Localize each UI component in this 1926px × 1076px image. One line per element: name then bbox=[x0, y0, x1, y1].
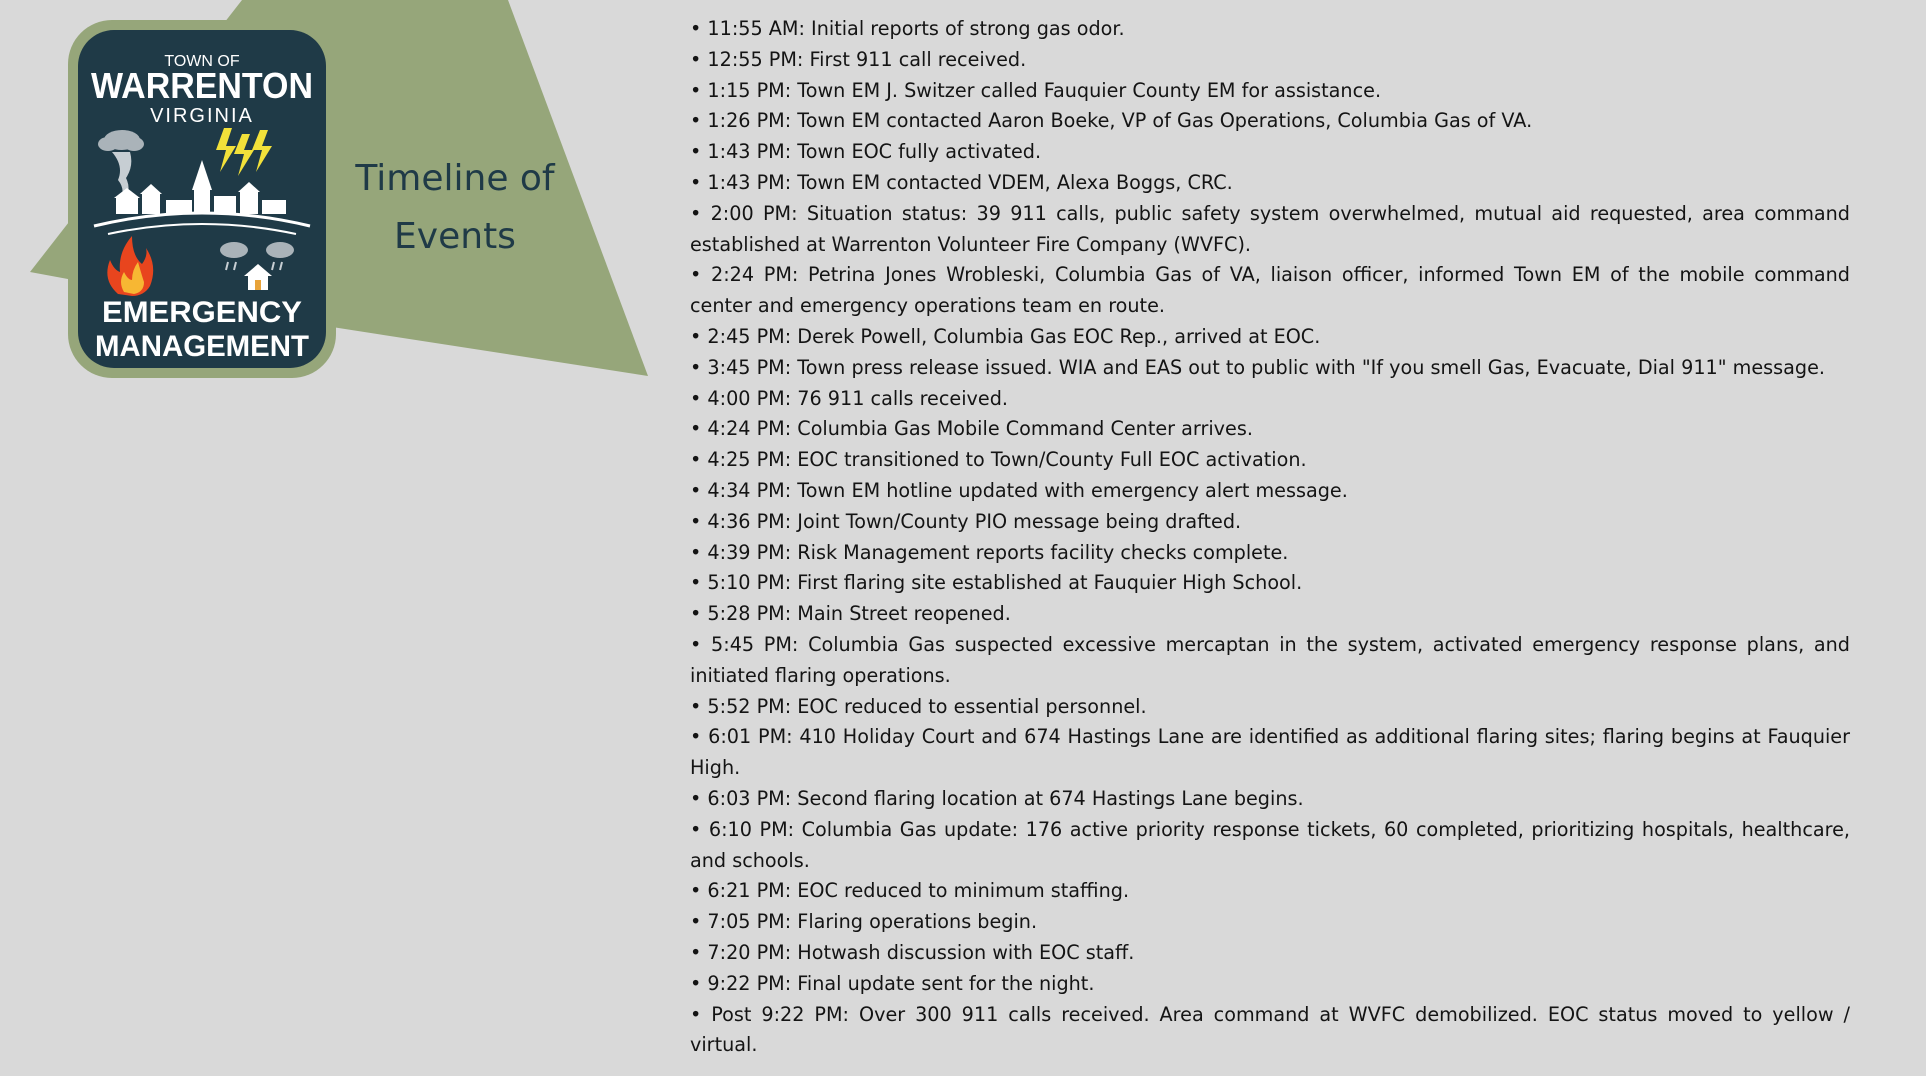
timeline-event: • 3:45 PM: Town press release issued. WIA and EAS out to public with "If you smell Gas, Evacuate, Dial 911" message. bbox=[690, 355, 1825, 379]
timeline-event: • 9:22 PM: Final update sent for the night. bbox=[690, 971, 1095, 995]
slide-title bbox=[345, 150, 565, 266]
timeline-event: • 1:26 PM: Town EM contacted Aaron Boeke, VP of Gas Operations, Columbia Gas of VA. bbox=[690, 109, 1533, 133]
timeline-event: • 4:39 PM: Risk Management reports facility checks complete. bbox=[690, 540, 1289, 564]
timeline-event: • 1:43 PM: Town EOC fully activated. bbox=[690, 140, 1042, 164]
lightning-icon bbox=[216, 128, 272, 176]
fire-icon bbox=[107, 236, 153, 296]
title-line-1: Timeline of bbox=[355, 158, 555, 199]
timeline-event: • 4:34 PM: Town EM hotline updated with emergency alert message. bbox=[690, 478, 1348, 502]
timeline-event: • 4:00 PM: 76 911 calls received. bbox=[690, 386, 1008, 410]
title-line-2: Events bbox=[394, 216, 516, 257]
timeline-event: • 6:21 PM: EOC reduced to minimum staffing. bbox=[690, 879, 1130, 903]
logo-virginia: VIRGINIA bbox=[150, 105, 254, 127]
timeline-event: • 7:05 PM: Flaring operations begin. bbox=[690, 910, 1038, 934]
timeline-event: • 6:03 PM: Second flaring location at 674 Hastings Lane begins. bbox=[690, 786, 1304, 810]
timeline-event: • 11:55 AM: Initial reports of strong gas odor. bbox=[690, 17, 1125, 40]
timeline-event: • 1:43 PM: Town EM contacted VDEM, Alexa Boggs, CRC. bbox=[690, 170, 1233, 194]
timeline-event: • 5:52 PM: EOC reduced to essential personnel. bbox=[690, 694, 1147, 718]
timeline-event: • 2:24 PM: Petrina Jones Wrobleski, Columbia Gas of VA, liaison officer, informed Town EM of the mobile command center and emergency operations team en route. bbox=[690, 263, 1850, 318]
timeline-list bbox=[690, 14, 1850, 1061]
tornado-icon bbox=[98, 130, 144, 202]
house-icon bbox=[244, 264, 272, 290]
logo-warrenton: WARRENTON bbox=[91, 65, 313, 106]
timeline-event: • 4:24 PM: Columbia Gas Mobile Command Center arrives. bbox=[690, 417, 1253, 441]
timeline-event: • 4:25 PM: EOC transitioned to Town/County Full EOC activation. bbox=[690, 448, 1307, 472]
logo-management: MANAGEMENT bbox=[95, 330, 309, 363]
timeline-event: • 6:10 PM: Columbia Gas update: 176 active priority response tickets, 60 completed, prioritizing hospitals, healthcare, and schools. bbox=[690, 817, 1850, 872]
timeline-event: • Post 9:22 PM: Over 300 911 calls received. Area command at WVFC demobilized. EOC status moved to yellow / virtual. bbox=[690, 1002, 1850, 1057]
logo-town-of: TOWN OF bbox=[164, 53, 240, 70]
logo-emergency: EMERGENCY bbox=[102, 296, 302, 329]
timeline-event: • 5:10 PM: First flaring site established at Fauquier High School. bbox=[690, 571, 1303, 595]
timeline-event: • 2:00 PM: Situation status: 39 911 calls, public safety system overwhelmed, mutual aid requested, area command established at Warrenton Volunteer Fire Company (WVFC). bbox=[690, 201, 1850, 256]
timeline-event: • 5:45 PM: Columbia Gas suspected excessive mercaptan in the system, activated emergency response plans, and initiated flaring operations. bbox=[690, 632, 1850, 687]
timeline-event: • 2:45 PM: Derek Powell, Columbia Gas EOC Rep., arrived at EOC. bbox=[690, 324, 1321, 348]
logo-artwork bbox=[78, 30, 326, 368]
timeline-event: • 7:20 PM: Hotwash discussion with EOC staff. bbox=[690, 940, 1135, 964]
timeline-event: • 12:55 PM: First 911 call received. bbox=[690, 47, 1027, 71]
emergency-management-logo bbox=[68, 20, 336, 378]
timeline-event: • 6:01 PM: 410 Holiday Court and 674 Hastings Lane are identified as additional flaring sites; flaring begins at Fauquier High. bbox=[690, 725, 1850, 780]
timeline-event: • 5:28 PM: Main Street reopened. bbox=[690, 602, 1011, 626]
timeline-event: • 1:15 PM: Town EM J. Switzer called Fauquier County EM for assistance. bbox=[690, 78, 1382, 102]
timeline-event: • 4:36 PM: Joint Town/County PIO message being drafted. bbox=[690, 509, 1242, 533]
